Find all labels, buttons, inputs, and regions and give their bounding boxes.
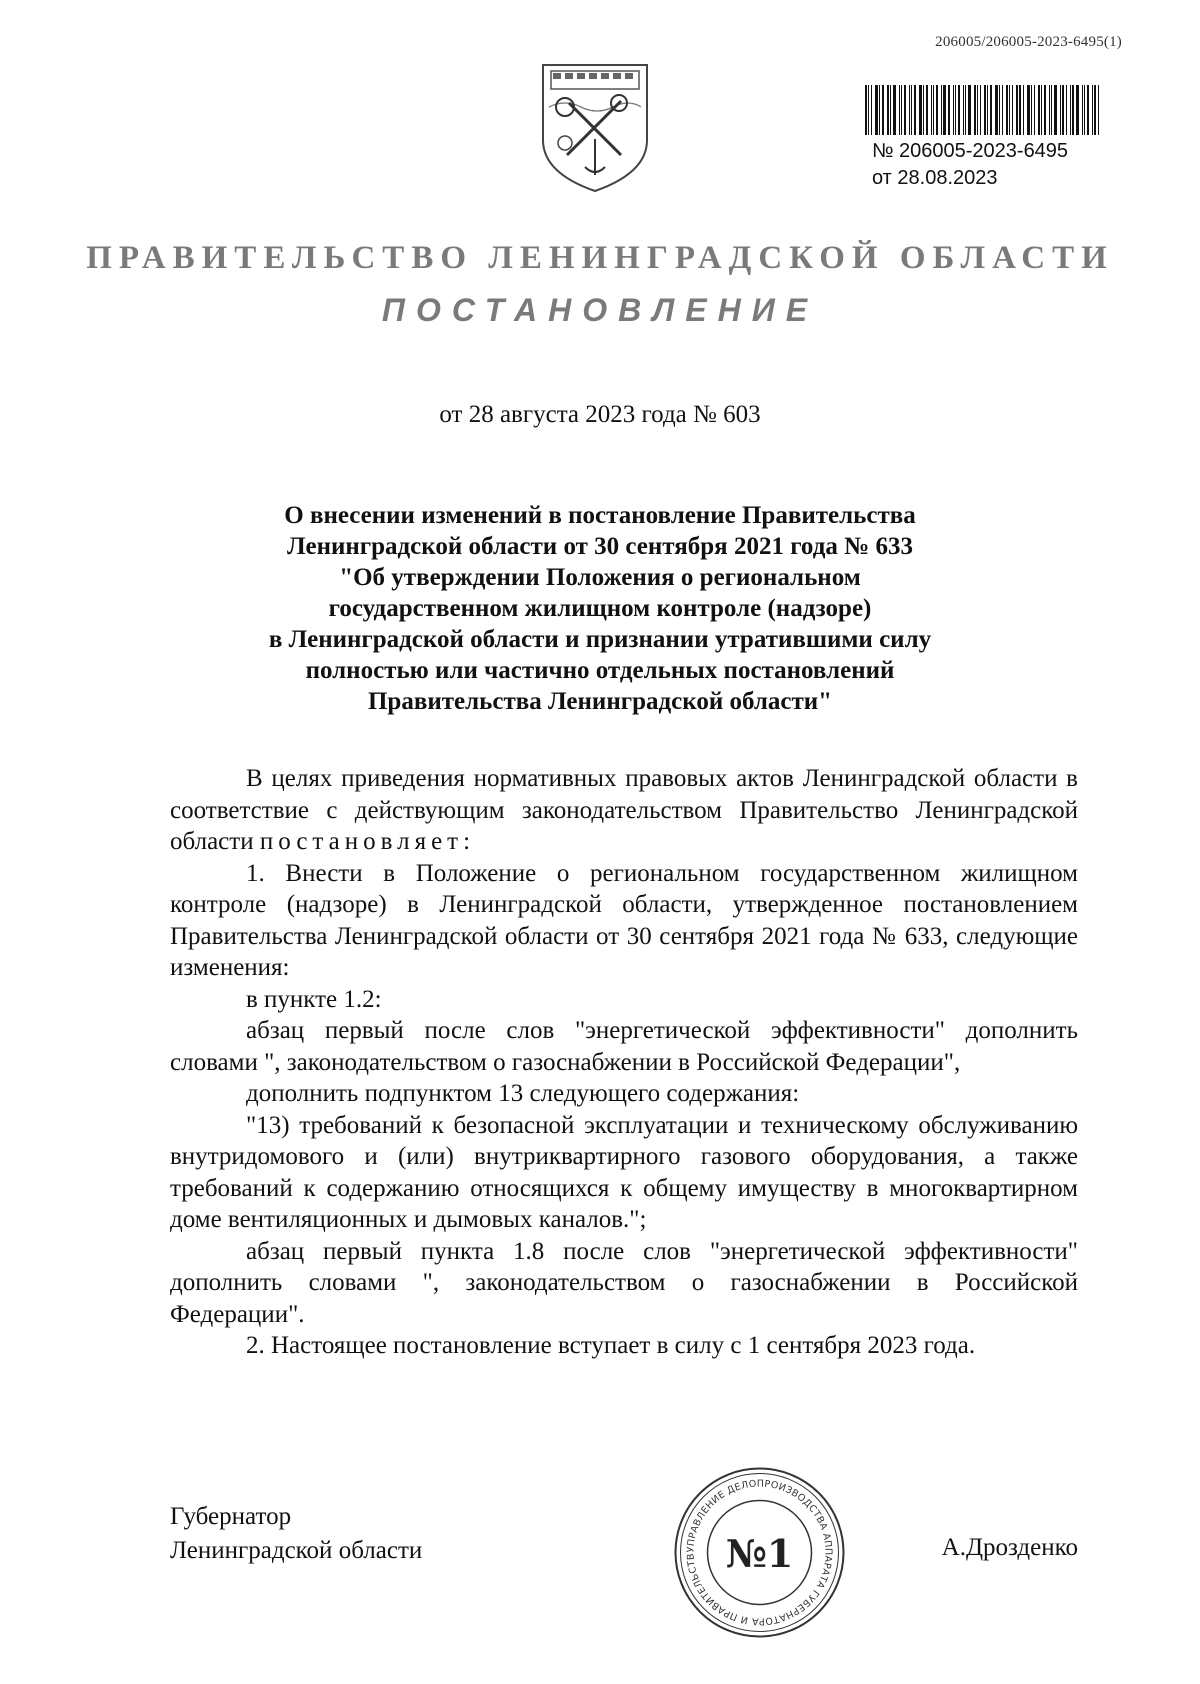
registry-number-top: 206005/206005-2023-6495(1) xyxy=(935,34,1122,50)
body-paragraph: абзац первый пункта 1.8 после слов "энергетической эффективности" дополнить словами ", законодательством о газоснабжении в Российской Федерации". xyxy=(170,1237,1078,1328)
document-date-number: от 28 августа 2023 года № 603 xyxy=(439,401,761,428)
coat-of-arms-icon xyxy=(535,55,655,195)
title-line: О внесении изменений в постановление Правительства xyxy=(284,502,916,529)
preamble-paragraph xyxy=(170,763,1078,858)
body-paragraph: 2. Настоящее постановление вступает в силу с 1 сентября 2023 года. xyxy=(246,1332,976,1359)
body-paragraph: дополнить подпунктом 13 следующего содержания: xyxy=(246,1080,800,1107)
signatory-position-line: Ленинградской области xyxy=(170,1537,423,1564)
document-type-heading: ПОСТАНОВЛЕНИЕ xyxy=(381,292,819,328)
signatory-position-line: Губернатор xyxy=(170,1503,292,1530)
round-seal-icon xyxy=(672,1465,847,1640)
registration-block xyxy=(872,138,1068,192)
seal-ring-text: УПРАВЛЕНИЕ ДЕЛОПРОИЗВОДСТВА АППАРАТА ГУБЕРНАТОРА И ПРАВИТЕЛЬСТВ xyxy=(685,1478,834,1627)
registration-number: № 206005-2023-6495 xyxy=(872,140,1069,162)
document-title xyxy=(170,500,1030,717)
title-line: Правительства Ленинградской области" xyxy=(367,688,833,715)
body-paragraph: в пункте 1.2: xyxy=(246,985,382,1013)
title-line: в Ленинградской области и признании утратившими силу xyxy=(268,626,932,653)
body-paragraph: абзац первый после слов "энергетической эффективности" дополнить словами ", законодательством о газоснабжении в Российской Федерации", xyxy=(170,1017,1078,1076)
title-line: Ленинградской области от 30 сентября 2021 года № 633 xyxy=(287,533,913,560)
preamble-text: В целях приведения нормативных правовых актов Ленинградской области в соответствие с действующим законодательством Правительство Ленинградской области xyxy=(170,765,1078,855)
seal-center-text: №1 xyxy=(725,1531,794,1576)
body-paragraph: "13) требований к безопасной эксплуатации и техническому обслуживанию внутридомового и (или) внутриквартирного газового оборудования, а также требований к содержанию относящихся к общему имуществу в многоквартирном доме вентиляционных и дымовых каналов."; xyxy=(170,1111,1078,1233)
title-line: полностью или частично отдельных постановлений xyxy=(305,657,895,684)
title-line: государственном жилищном контроле (надзоре) xyxy=(328,595,872,622)
preamble-verb: постановляет: xyxy=(259,828,476,855)
title-line: "Об утверждении Положения о региональном xyxy=(339,564,861,591)
registration-date: от 28.08.2023 xyxy=(872,167,998,189)
signatory-position xyxy=(170,1500,422,1568)
signatory-name: А.Дрозденко xyxy=(941,1534,1078,1561)
body-paragraph: 1. Внести в Положение о региональном государственном жилищном контроле (надзоре) в Ленинградской области, утвержденное постановлением Правительства Ленинградской области от 30 сентября 2021 года № 633, следующие изменения: xyxy=(170,859,1078,981)
barcode-icon xyxy=(865,85,1110,135)
issuer-heading: ПРАВИТЕЛЬСТВО ЛЕНИНГРАДСКОЙ ОБЛАСТИ xyxy=(86,240,1114,276)
document-body xyxy=(170,763,1078,1362)
